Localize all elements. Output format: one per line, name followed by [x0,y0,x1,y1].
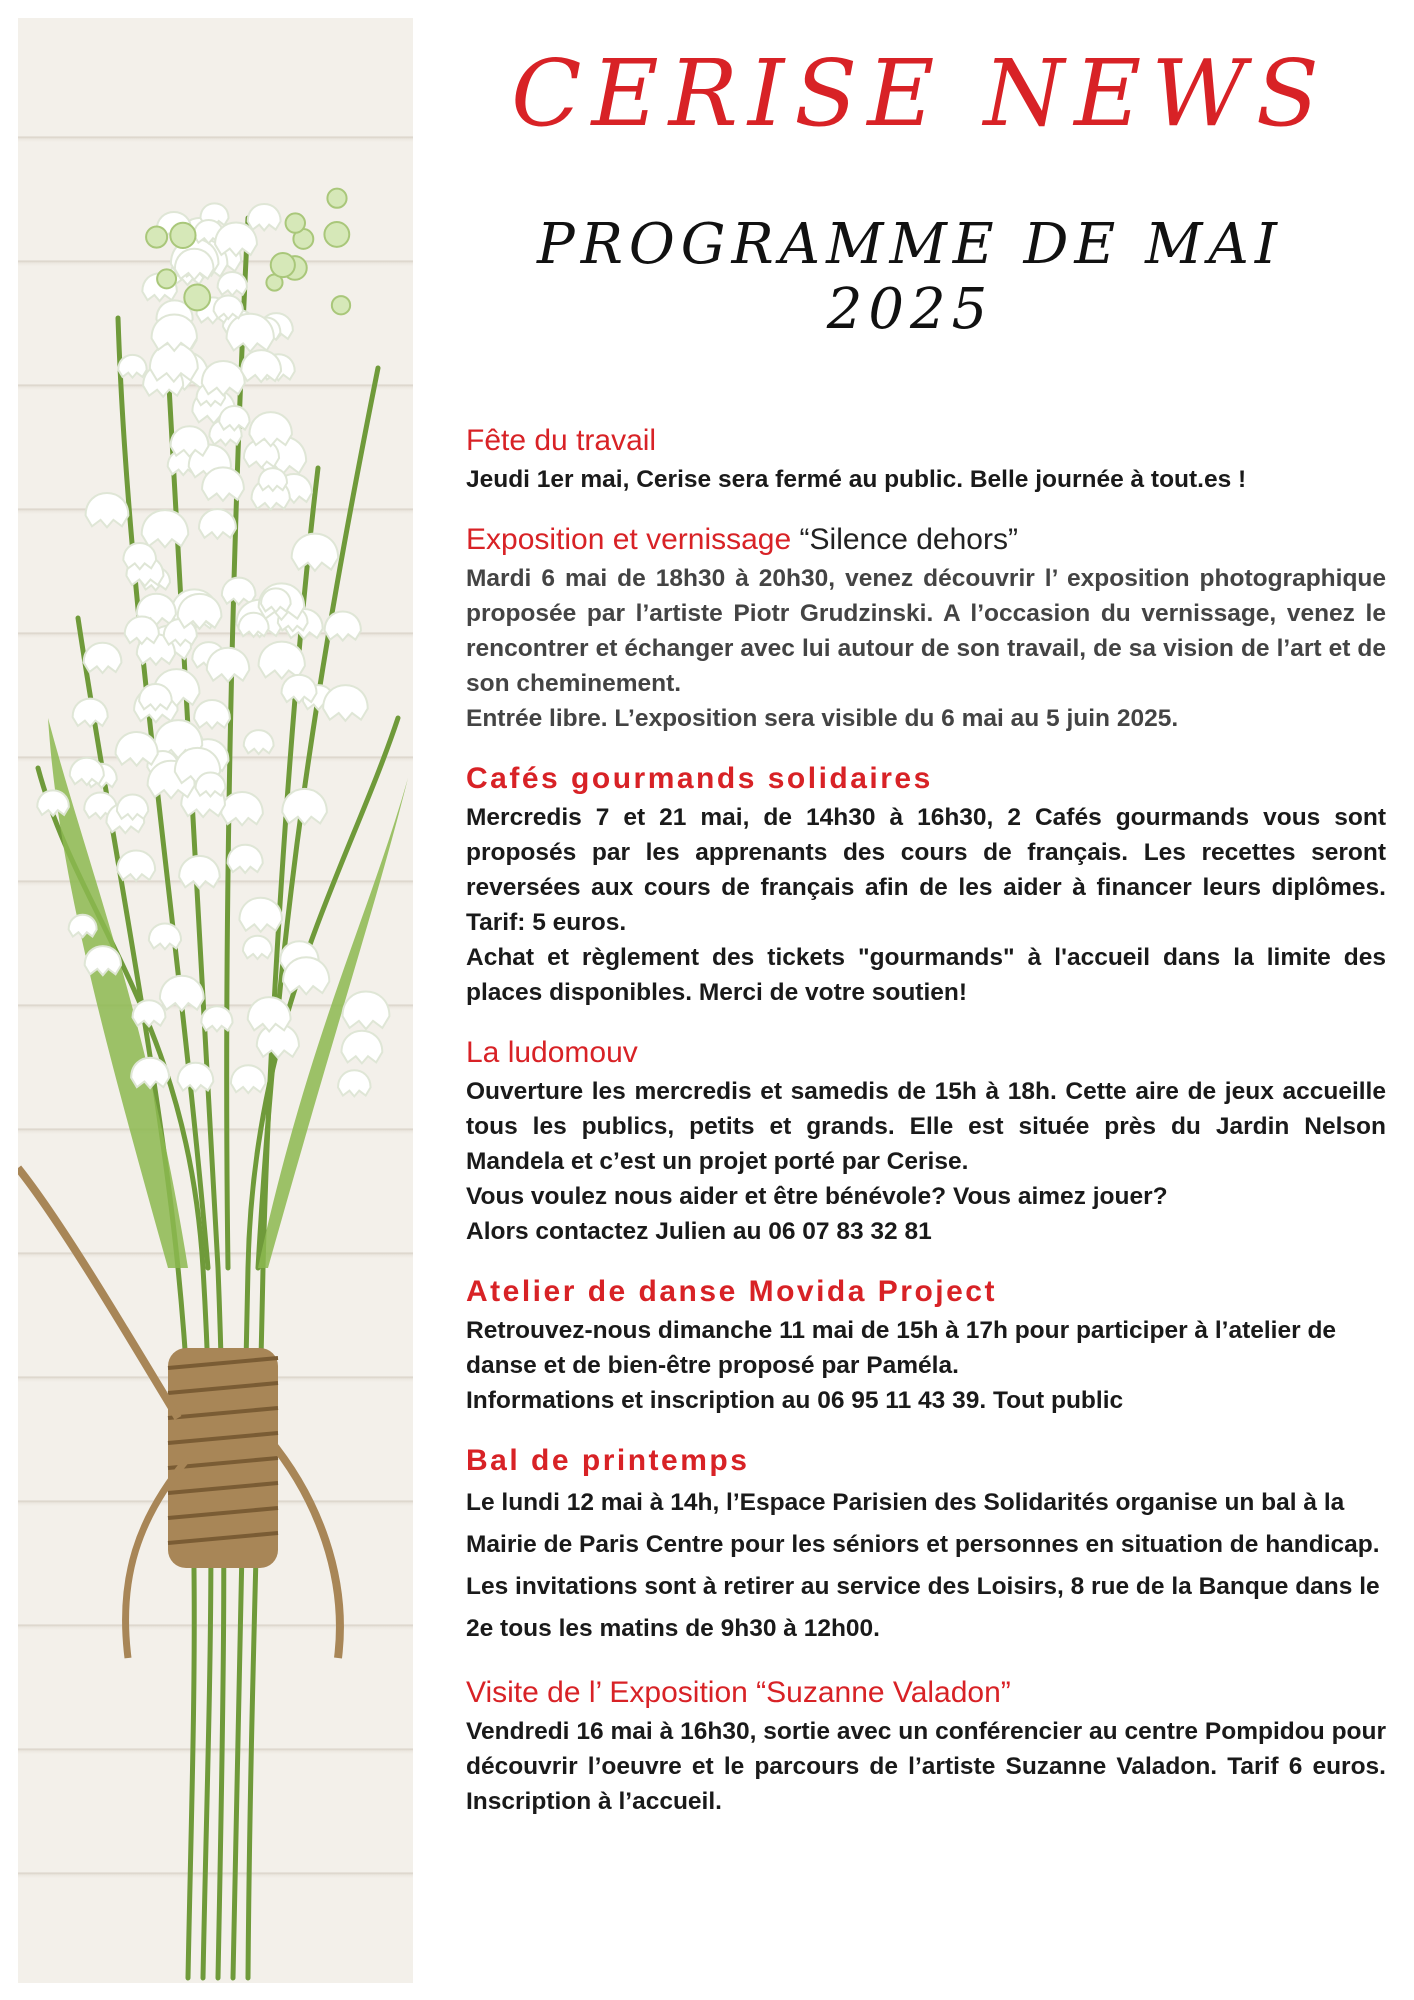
bell-flower [85,946,121,975]
bell-flower [292,534,338,571]
bell-flower [69,915,97,937]
bell-flower [194,700,230,729]
section-text: Informations et inscription au 06 95 11 43 39. Tout public [466,1387,1124,1414]
flower-bud [146,227,167,248]
bell-flower [70,758,104,785]
bell-flower [116,732,158,766]
flower-bud [271,253,295,277]
section-bal-printemps [466,1444,1386,1650]
bell-flower [73,699,108,727]
section-title: Cafés gourmands solidaires [466,762,933,795]
page-title: CERISE NEWS [511,40,1329,147]
bell-flower [323,685,368,721]
section-text: Le lundi 12 mai à 14h, l’Espace Parisien des Solidarités organise un bal à la Mairie de Paris Centre pour les séniors et personnes en situation de handicap. Les invitations sont à retirer au service des Loisirs, 8 rue de la Banque dans le 2e tous les matins de 9h30 à 12h00. [466,1489,1380,1642]
bell-flower [199,509,236,539]
section-title-quote: “Silence dehors” [799,523,1018,556]
bell-flower [214,296,243,319]
flower-bud [170,223,195,248]
bell-flower [281,675,316,703]
section-title: Bal de printemps [466,1444,750,1477]
bell-flower [248,997,291,1031]
flower-bud [286,213,305,232]
section-fete-du-travail [466,424,1386,497]
bell-flower [244,730,274,754]
section-ludomouv [466,1036,1386,1249]
bell-flower [228,845,263,873]
bell-flower [160,976,204,1011]
bell-flower [84,643,122,673]
flower-bud [157,269,176,288]
program-content [466,424,1386,1845]
section-visite-valadon [466,1676,1386,1819]
bell-flower [218,272,247,295]
bell-flower [341,1031,382,1064]
bell-flower [202,361,245,395]
bell-flower [86,493,129,527]
section-atelier-danse [466,1275,1386,1418]
bell-flower [117,794,148,819]
section-text: Entrée libre. L’exposition sera visible du 6 mai au 5 juin 2025. [466,705,1179,732]
section-text: Ouverture les mercredis et samedis de 15h à 18h. Cette aire de jeux accueille tous les publics, petits et grands. Elle est située près du Jardin Nelson Mandela et c’est un projet porté par Cerise. [466,1078,1386,1175]
section-exposition [466,523,1386,736]
bell-flower [118,355,146,378]
section-title-label: Exposition et vernissage [466,523,792,556]
page-subtitle: PROGRAMME DE MAI 2025 [537,212,1283,342]
section-text: Retrouvez-nous dimanche 11 mai de 15h à 17h pour participer à l’atelier de danse et de bien-être proposé par Paméla. [466,1317,1337,1379]
bell-flower [133,1000,166,1026]
bell-flower [231,1065,266,1093]
flower-bud [184,285,210,311]
bell-flower [259,642,305,679]
flower-bud [327,189,346,208]
bell-flower [179,856,220,888]
bell-flower [227,314,274,352]
bell-flower [175,249,214,280]
flower-bud [324,222,349,247]
bouquet-illustration [18,18,413,1983]
section-text: Mardi 6 mai de 18h30 à 20h30, venez découvrir l’ exposition photographique proposée par l’artiste Piotr Grudzinski. A l’occasion du vernissage, venez le rencontrer et échanger avec lui autour de son travail, de sa vision de l’art et de son cheminement. [466,565,1386,697]
bell-flower [152,315,197,351]
bell-flower [215,222,257,255]
bell-flower [239,898,282,932]
bell-flower [338,1070,371,1096]
bell-flower [259,468,287,491]
bell-flower [249,412,291,446]
bell-flower [343,992,390,1030]
bell-flower [219,406,249,430]
bell-flower [178,1063,214,1092]
flower-bud [332,296,350,314]
bell-flower [257,1024,299,1058]
bell-flower [117,850,155,880]
section-text: Vous voulez nous aider et être bénévole? Vous aimez jouer? [466,1183,1168,1210]
bell-flower [171,426,209,456]
bell-flower [282,789,327,825]
lily-of-the-valley-bouquet-image [18,18,413,1983]
bell-flower [196,773,226,797]
section-text: Achat et règlement des tickets "gourmands" à l'accueil dans la limite des places disponibles. Merci de votre soutien! [466,944,1386,1006]
section-title: La ludomouv [466,1036,638,1069]
bell-flower [139,684,172,710]
bell-flower [207,648,249,682]
bell-flower [37,790,69,815]
bell-flower [221,792,263,825]
section-title [466,523,1386,557]
bell-flower [201,1006,232,1031]
section-title: Fête du travail [466,424,657,457]
section-text: Vendredi 16 mai à 16h30, sortie avec un conférencier au centre Pompidou pour découvrir l’oeuvre et le parcours de l’artiste Suzanne Valadon. Tarif 6 euros. Inscription à l’accueil. [466,1718,1386,1815]
bell-flower [283,957,329,994]
section-text: Jeudi 1er mai, Cerise sera fermé au public. Belle journée à tout.es ! [466,466,1247,493]
bell-flower [142,510,189,547]
section-title: Visite de l’ Exposition “Suzanne Valadon” [466,1676,1011,1709]
bell-flower [243,936,272,959]
bell-flower [202,467,244,500]
bell-flower [125,617,159,644]
section-title: Atelier de danse Movida Project [466,1275,997,1308]
bell-flower [131,1058,169,1088]
bell-flower [261,588,291,612]
section-cafes-gourmands [466,762,1386,1010]
section-text: Alors contactez Julien au 06 07 83 32 81 [466,1218,932,1245]
section-text: Mercredis 7 et 21 mai, de 14h30 à 16h30, 2 Cafés gourmands vous sont proposés par les apprenants des cours de français. Les recettes seront reversées aux cours de français afin de les aider à financer leurs diplômes. Tarif: 5 euros. [466,804,1386,936]
bell-flower [241,350,281,382]
bell-flower [248,204,281,230]
bell-flower [123,543,156,569]
bell-flower [325,612,361,641]
bell-flower [149,923,181,949]
bell-flower [178,594,222,629]
